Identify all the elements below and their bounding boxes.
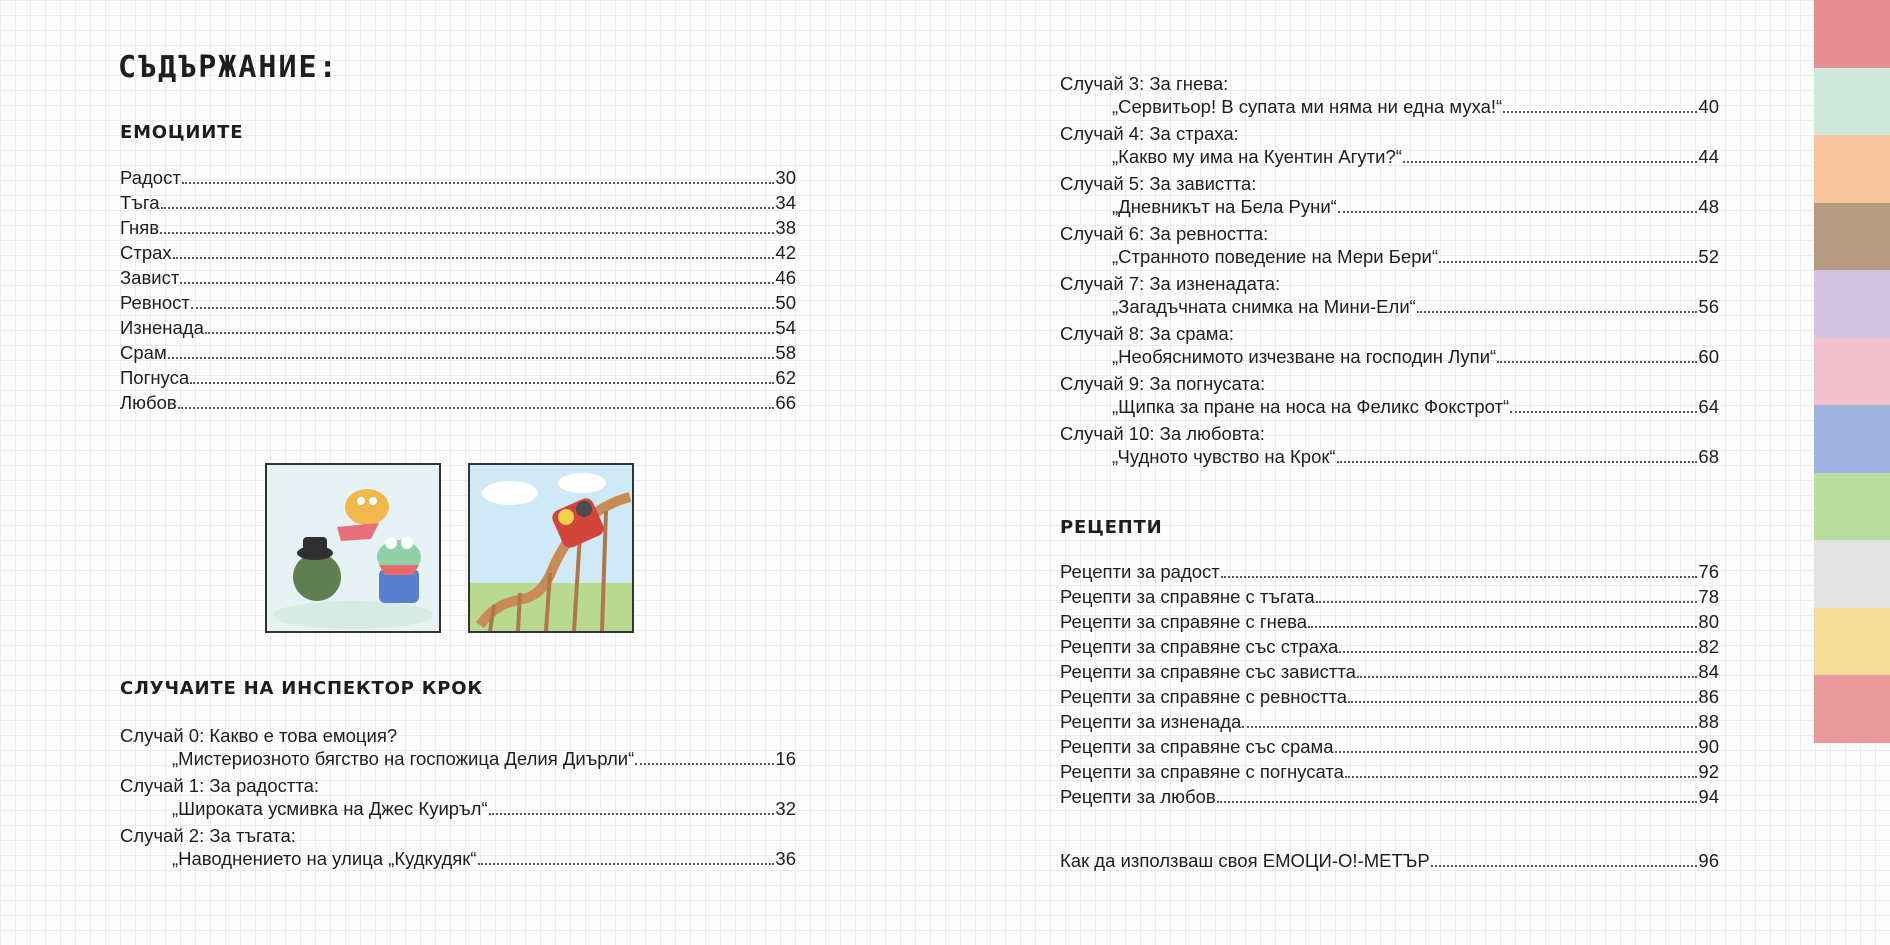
color-tab [1814,135,1890,203]
toc-label: Рецепти за радост [1060,561,1220,582]
toc-row [1060,761,1719,786]
cases-list-left [120,723,796,873]
color-tab [1814,203,1890,271]
toc-label: Радост [120,167,181,188]
toc-row [1060,196,1719,221]
toc-page-number: 40 [1698,96,1719,117]
toc-label: „Наводнението на улица „Кудкудяк“ [172,848,477,869]
leader-dots [1337,461,1698,463]
recipes-heading: РЕЦЕПТИ [1060,517,1163,538]
toc-label: Рецепти за справяне със срама [1060,736,1334,757]
toc-row [1060,346,1719,371]
color-tab [1814,68,1890,136]
color-tab [1814,608,1890,676]
toc-label: Рецепти за любов [1060,786,1216,807]
leader-dots [489,813,775,815]
toc-label: „Загадъчната снимка на Мини-Ели“ [1112,296,1416,317]
leader-dots [1403,161,1698,163]
toc-label: Рецепти за справяне с ревността [1060,686,1348,707]
toc-row [1060,736,1719,761]
toc-page-number: 60 [1698,346,1719,367]
toc-label: Рецепти за справяне с гнева [1060,611,1308,632]
toc-page-number: 92 [1698,761,1719,782]
case-heading: Случай 8: За срама: [1060,323,1234,344]
toc-row [120,167,796,192]
toc-row [1060,611,1719,636]
leader-dots [1335,751,1698,753]
toc-page-number: 36 [775,848,796,869]
recipes-list [1060,561,1719,811]
toc-label: „Щипка за пране на носа на Феликс Фокстрот“ [1112,396,1510,417]
toc-label: „Широката усмивка на Джес Куиръл“ [172,798,488,819]
leader-dots [478,863,775,865]
emotions-heading: ЕМОЦИИТЕ [120,122,244,143]
toc-label: Ревност [120,292,190,313]
meter-entry [1060,850,1719,875]
leader-dots [191,307,775,309]
toc-row [120,367,796,392]
leader-dots [1242,726,1697,728]
case-heading: Случай 4: За страха: [1060,123,1239,144]
toc-label: Как да използваш своя ЕМОЦИ-О!-МЕТЪР [1060,850,1430,871]
toc-page-number: 78 [1698,586,1719,607]
toc-row [1060,711,1719,736]
toc-page-number: 86 [1698,686,1719,707]
toc-row [1060,146,1719,171]
toc-page-number: 90 [1698,736,1719,757]
color-tab [1814,338,1890,406]
leader-dots [160,232,774,234]
color-tabs [1814,0,1890,945]
cases-heading: СЛУЧАИТЕ НА ИНСПЕКТОР КРОК [120,678,483,699]
leader-dots [173,257,775,259]
illustration-dancing-friends [265,463,441,633]
leader-dots [180,282,774,284]
toc-page-number: 96 [1698,850,1719,871]
toc-row [1060,850,1719,875]
toc-page-number: 38 [775,217,796,238]
leader-dots [1431,865,1698,867]
toc-label: „Странното поведение на Мери Бери“ [1112,246,1438,267]
toc-row [1060,246,1719,271]
case-heading: Случай 10: За любовта: [1060,423,1265,444]
leader-dots [635,763,774,765]
leader-dots [1221,576,1698,578]
toc-row [1060,586,1719,611]
toc-row [1060,661,1719,686]
toc-page-number: 30 [775,167,796,188]
page-title: СЪДЪРЖАНИЕ: [118,50,339,85]
toc-row [1060,786,1719,811]
toc-page-number: 58 [775,342,796,363]
toc-row [120,392,796,417]
toc-row [120,798,796,823]
leader-dots [1417,311,1698,313]
toc-row [1060,446,1719,471]
toc-row [120,267,796,292]
leader-dots [1357,676,1698,678]
toc-page-number: 68 [1698,446,1719,467]
toc-label: Рецепти за справяне с тъгата [1060,586,1315,607]
toc-label: „Сервитьор! В супата ми няма ни една муха!“ [1112,96,1503,117]
toc-page-number: 76 [1698,561,1719,582]
leader-dots [205,332,775,334]
leader-dots [1510,411,1697,413]
toc-label: „Дневникът на Бела Руни“ [1112,196,1337,217]
toc-page-number: 32 [775,798,796,819]
toc-row [120,292,796,317]
toc-page-number: 34 [775,192,796,213]
color-tab [1814,0,1890,68]
color-tab [1814,540,1890,608]
toc-row [1060,396,1719,421]
case-heading: Случай 5: За завистта: [1060,173,1257,194]
leader-dots [1345,776,1698,778]
color-tab [1814,270,1890,338]
toc-page-number: 46 [775,267,796,288]
color-tab [1814,675,1890,743]
toc-label: Рецепти за справяне с погнусата [1060,761,1344,782]
leader-dots [1348,701,1697,703]
leader-dots [190,382,774,384]
toc-label: Рецепти за изненада [1060,711,1242,732]
toc-row [120,317,796,342]
toc-page-number: 82 [1698,636,1719,657]
color-tab [1814,473,1890,541]
toc-label: Гняв [120,217,160,238]
case-heading: Случай 2: За тъгата: [120,825,296,846]
toc-label: „Необяснимото изчезване на господин Лупи“ [1112,346,1497,367]
toc-page-number: 54 [775,317,796,338]
toc-label: Срам [120,342,167,363]
leader-dots [161,207,775,209]
leader-dots [182,182,775,184]
leader-dots [1217,801,1698,803]
toc-label: Любов [120,392,177,413]
emotions-list [120,167,796,417]
toc-label: „Чудното чувство на Крок“ [1112,446,1336,467]
leader-dots [1339,651,1697,653]
case-heading: Случай 0: Какво е това емоция? [120,725,398,746]
toc-row [1060,96,1719,121]
leader-dots [1497,361,1697,363]
toc-page-number: 48 [1698,196,1719,217]
toc-page-number: 66 [775,392,796,413]
leader-dots [1439,261,1697,263]
toc-page-number: 42 [775,242,796,263]
cases-list-right [1060,71,1719,471]
toc-label: „Мистериозното бягство на госпожица Делия Диърли“ [172,748,635,769]
toc-page-number: 62 [775,367,796,388]
toc-page-number: 94 [1698,786,1719,807]
case-heading: Случай 3: За гнева: [1060,73,1229,94]
toc-page-number: 52 [1698,246,1719,267]
toc-row [120,242,796,267]
toc-label: Тъга [120,192,160,213]
case-heading: Случай 7: За изненадата: [1060,273,1281,294]
toc-page-number: 50 [775,292,796,313]
case-heading: Случай 1: За радостта: [120,775,320,796]
toc-row [120,748,796,773]
toc-label: „Какво му има на Куентин Агути?“ [1112,146,1402,167]
toc-row [1060,296,1719,321]
case-heading: Случай 6: За ревността: [1060,223,1269,244]
toc-page-number: 56 [1698,296,1719,317]
toc-page-number: 80 [1698,611,1719,632]
toc-label: Рецепти за справяне със страха [1060,636,1339,657]
toc-label: Погнуса [120,367,190,388]
leader-dots [168,357,775,359]
color-tab [1814,405,1890,473]
toc-label: Рецепти за справяне със завистта [1060,661,1356,682]
leader-dots [1308,626,1697,628]
toc-label: Страх [120,242,172,263]
leader-dots [178,407,775,409]
toc-row [1060,686,1719,711]
toc-row [1060,636,1719,661]
toc-label: Завист [120,267,180,288]
toc-row [120,342,796,367]
toc-page-number: 44 [1698,146,1719,167]
leader-dots [1503,111,1697,113]
case-heading: Случай 9: За погнусата: [1060,373,1266,394]
leader-dots [1316,601,1698,603]
toc-page-number: 64 [1698,396,1719,417]
illustration-roller-coaster [468,463,634,633]
leader-dots [1338,211,1698,213]
toc-page-number: 16 [775,748,796,769]
toc-page-number: 88 [1698,711,1719,732]
toc-page-number: 84 [1698,661,1719,682]
toc-row [120,848,796,873]
toc-row [1060,561,1719,586]
toc-row [120,217,796,242]
toc-row [120,192,796,217]
toc-label: Изненада [120,317,204,338]
